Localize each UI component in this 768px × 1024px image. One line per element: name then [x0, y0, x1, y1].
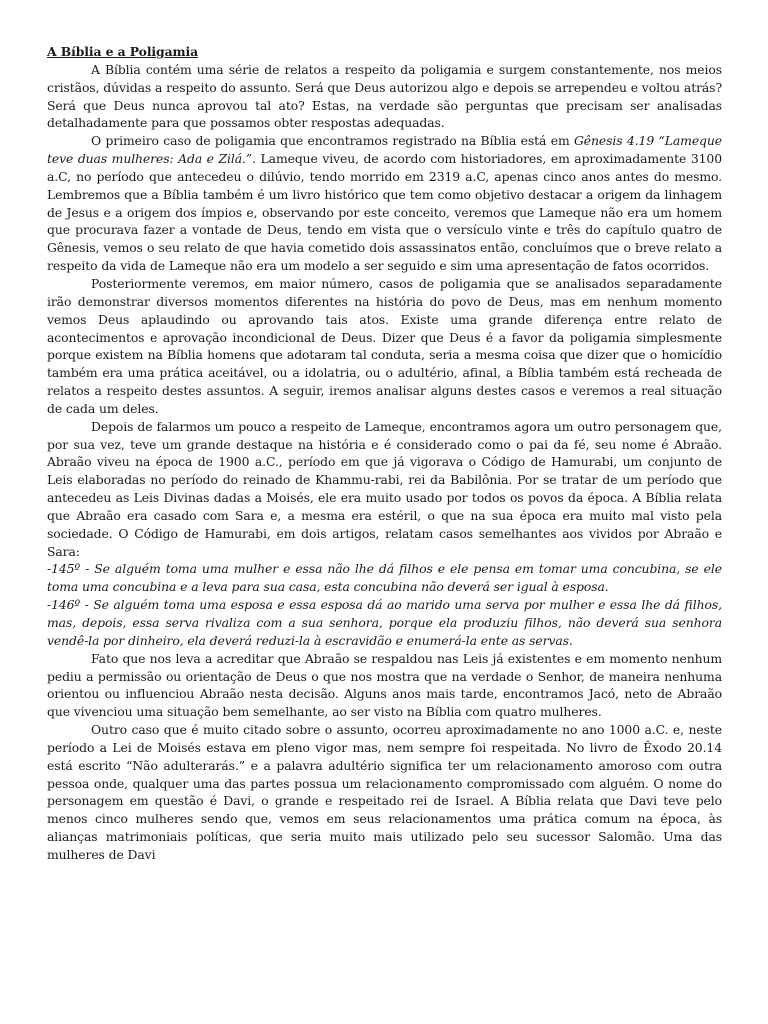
paragraph-davi: Outro caso que é muito citado sobre o assunto, ocorreu aproximadamente no ano 1000 a.C. e, neste período a Lei de Moisés estava em pleno vigor mas, nem sempre foi respeitada. No livro de Êxodo 20.14 está escrito “Não adulterarás.” e a palavra adultério significa ter um relacionamento amoroso com outra pessoa onde, qualquer uma das partes possua um relacionamento compromissado com alguém. O nome do personagem em questão é Davi, o grande e respeitado rei de Israel. A Bíblia relata que Davi teve pelo menos cinco mulheres sendo que, vemos em seus relacionamentos uma prática comum na época, às alianças matrimoniais políticas, que seria muito mais utilizado pelo seu sucessor Salomão. Uma das mulheres de Davi: [47, 722, 722, 862]
paragraph-abraao-conclusao: Fato que nos leva a acreditar que Abraão se respaldou nas Leis já existentes e em momento nenhum pediu a permissão ou orientação de Deus o que nos mostra que na verdade o Senhor, de maneira nenhuma orientou ou influenciou Abraão nesta decisão. Alguns anos mais tarde, encontramos Jacó, neto de Abraão que vivenciou uma situação bem semelhante, ao ser visto na Bíblia com quatro mulheres.: [47, 650, 722, 720]
genesis-reference: Gênesis 4.19 “Lameque teve duas mulheres: Ada e Zilá.”: [47, 133, 722, 167]
hamurabi-article-146: -146º - Se alguém toma uma esposa e essa esposa dá ao marido uma serva por mulher e essa lhe dá filhos, mas, depois, essa serva rivaliza com a sua senhora, porque ela produziu filhos, não deverá sua senhora vendê-la por dinheiro, ela deverá reduzi-la à escravidão e enumerá-la ente as servas.: [47, 597, 722, 648]
hamurabi-article-145: -145º - Se alguém toma uma mulher e essa não lhe dá filhos e ele pensa em tomar uma concubina, se ele toma uma concubina e a leva para sua casa, esta concubina não deverá ser igual à esposa.: [47, 561, 722, 595]
document-page: [47, 43, 722, 864]
paragraph-poligamia-casos: Posteriormente veremos, em maior número, casos de poligamia que se analisados separadamente irão demonstrar diversos momentos diferentes na história do povo de Deus, mas em nenhum momento vemos Deus aplaudindo ou aprovando tais atos. Existe uma grande diferença entre relato de acontecimentos e aprovação incondicional de Deus. Dizer que Deus é a favor da poligamia simplesmente porque existem na Bíblia homens que adotaram tal conduta, seria a mesma coisa que dizer que o homicídio também era uma prática aceitável, ou a idolatria, ou o adultério, afinal, a Bíblia também está recheada de relatos a respeito destes assuntos. A seguir, iremos analisar alguns destes casos e veremos a real situação de cada um deles.: [47, 275, 722, 416]
paragraph-lameque-body: . Lameque viveu, de acordo com historiadores, em aproximadamente 3100 a.C, no período que antecedeu o dilúvio, tendo morrido em 2319 a.C, apenas cinco anos antes do mesmo. Lembremos que a Bíblia também é um livro histórico que tem como objetivo destacar a origem da linhagem de Jesus e a origem dos ímpios e, observando por este conceito, veremos que Lameque não era um homem que procurava fazer a vontade de Deus, tendo em vista que o versículo vinte e três do capítulo quatro de Gênesis, vemos o seu relato de que havia cometido dois assassinatos então, concluímos que o breve relato a respeito da vida de Lameque não era um modelo a ser seguido e sim uma apresentação de fatos ocorridos.: [47, 151, 723, 274]
paragraph-abraao: Depois de falarmos um pouco a respeito de Lameque, encontramos agora um outro personagem que, por sua vez, teve um grande destaque na história e é considerado como o pai da fé, seu nome é Abraão. Abraão viveu na época de 1900 a.C., período em que já vigorava o Código de Hamurabi, um conjunto de Leis elaboradas no período do reinado de Khammu-rabi, rei da Babilônia. Por se tratar de um período que antecedeu as Leis Divinas dadas a Moisés, ele era muito usado por todos os povos da época. A Bíblia relata que Abraão era casado com Sara e, a mesma era estéril, o que na sua época era muito mal visto pela sociedade. O Código de Hamurabi, em dois artigos, relatam casos semelhantes aos vividos por Abraão e Sara:: [47, 418, 722, 559]
document-title: A Bíblia e a Poligamia: [47, 44, 199, 59]
paragraph-intro: A Bíblia contém uma série de relatos a respeito da poligamia e surgem constantemente, nos meios cristãos, dúvidas a respeito do assunto. Será que Deus autorizou algo e depois se arrependeu e voltou atrás? Será que Deus nunca aprovou tal ato? Estas, na verdade são perguntas que precisam ser analisadas detalhadamente para que possamos obter respostas adequadas.: [47, 61, 722, 131]
paragraph-lameque-intro: O primeiro caso de poligamia que encontramos registrado na Bíblia está em: [91, 133, 574, 149]
paragraph-lameque: [47, 132, 722, 275]
